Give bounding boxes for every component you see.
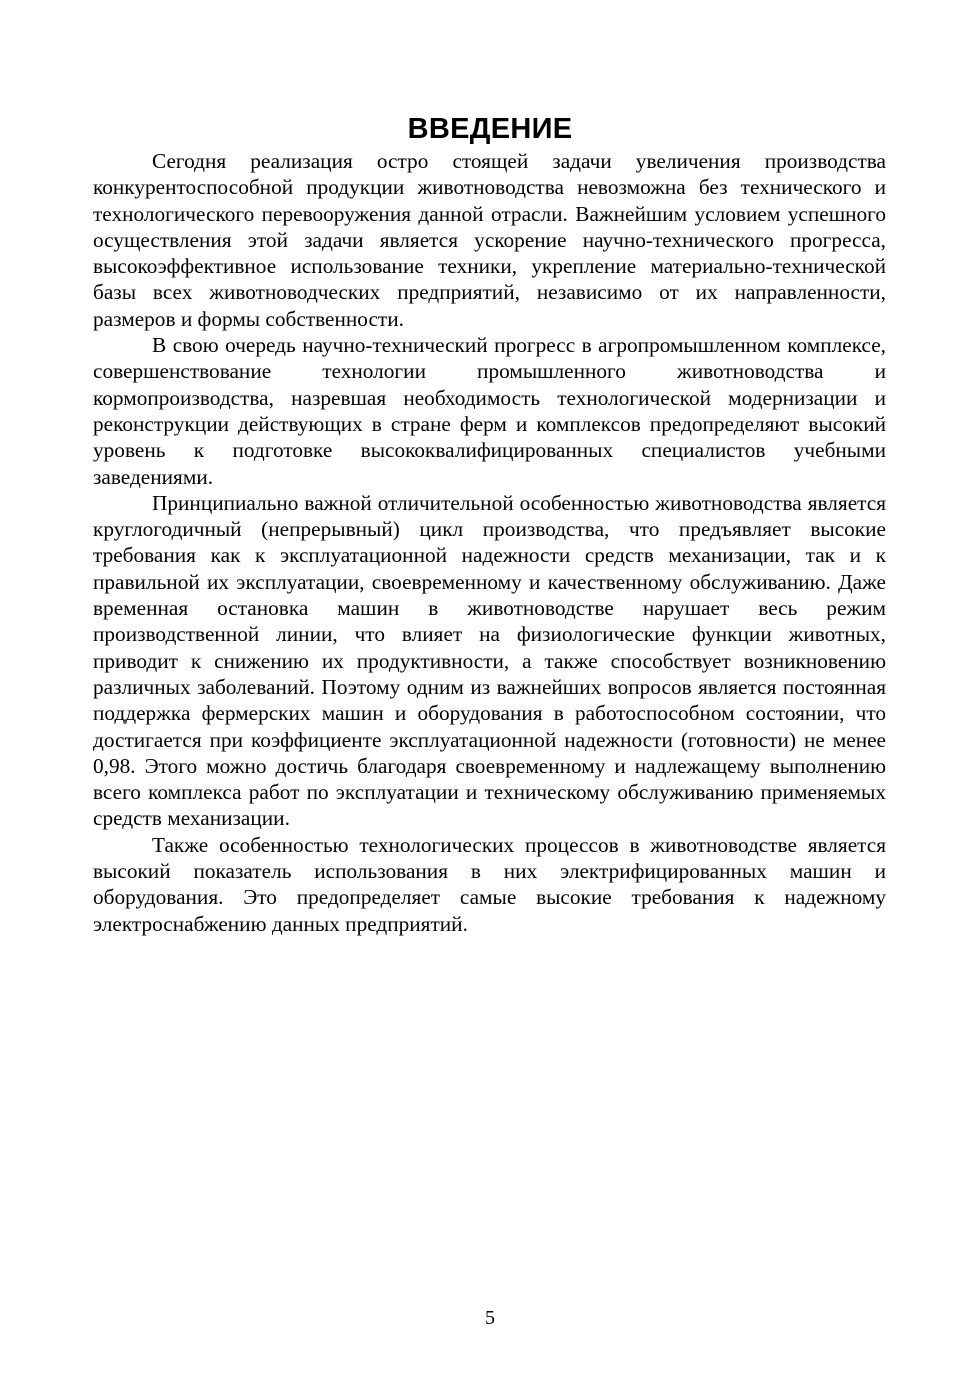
paragraph-2: В свою очередь научно-технический прогресс в агропромышленном комплексе, совершенствование технологии промышленного животноводства и кормопроизводства, назревшая необходимость технологической модернизации и реконструкции действующих в стране ферм и комплексов предопределяют высокий уровень к подготовке высококвалифицированных специалистов учебными заведениями. (93, 333, 886, 489)
paragraph-1: Сегодня реализация остро стоящей задачи увеличения производства конкурентоспособной продукции животноводства невозможна без технического и технологического перевооружения данной отрасли. Важнейшим условием успешного осуществления этой задачи является ускорение научно-технического прогресса, высокоэффективное использование техники, укрепление материально-технической базы всех животноводческих предприятий, независимо от их направленности, размеров и формы собственности. (93, 149, 886, 331)
page-title: ВВЕДЕНИЕ (407, 113, 573, 146)
document-body (93, 148, 886, 937)
paragraph-4: Также особенностью технологических процессов в животноводстве является высокий показатель использования в них электрифицированных машин и оборудования. Это предопределяет самые высокие требования к надежному электроснабжению данных предприятий. (93, 832, 886, 936)
page-number: 5 (485, 1307, 495, 1329)
paragraph-3: Принципиально важной отличительной особенностью животноводства является круглогодичный (непрерывный) цикл производства, что предъявляет высокие требования как к эксплуатационной надежности средств механизации, так и к правильной их эксплуатации, своевременному и качественному обслуживанию. Даже временная остановка машин в животноводстве нарушает весь режим производственной линии, что влияет на физиологические функции животных, приводит к снижению их продуктивности, а также способствует возникновению различных заболеваний. Поэтому одним из важнейших вопросов является постоянная поддержка фермерских машин и оборудования в работоспособном состоянии, что достигается при коэффициенте эксплуатационной надежности (готовности) не менее 0,98. Этого можно достичь благодаря своевременному и надлежащему выполнению всего комплекса работ по эксплуатации и техническому обслуживанию применяемых средств механизации. (93, 490, 886, 831)
